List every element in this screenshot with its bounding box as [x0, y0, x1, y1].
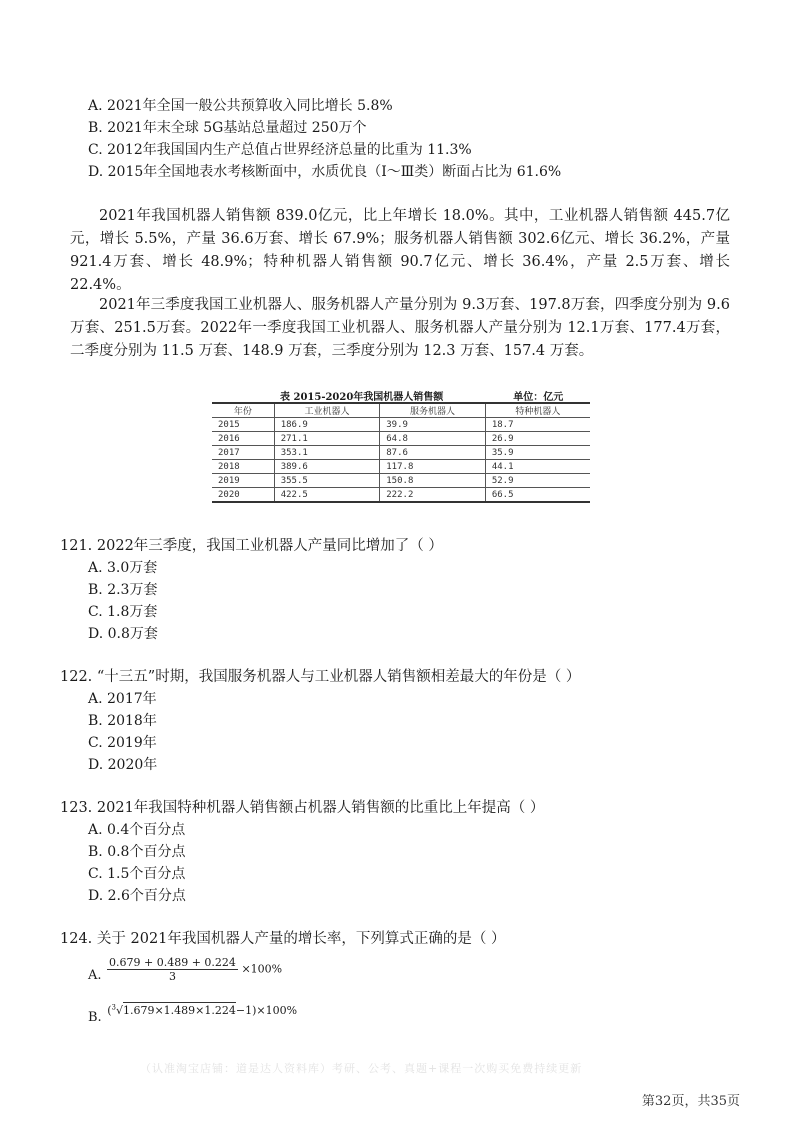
question-123-title: 123. 2021年我国特种机器人销售额占机器人销售额的比重比上年提高（ ）: [60, 800, 545, 816]
table-header-cell: 服务机器人: [380, 403, 486, 418]
option-a-numerator: 0.679 + 0.489 + 0.224: [109, 956, 236, 969]
table-cell: 117.8: [380, 460, 486, 474]
table-cell: 2015: [212, 418, 274, 432]
table-cell: 87.6: [380, 446, 486, 460]
question-122-title: 122. “十三五”时期，我国服务机器人与工业机器人销售额相差最大的年份是（ ）: [60, 669, 581, 685]
table-cell: 26.9: [485, 432, 590, 446]
table-cell: 271.1: [274, 432, 380, 446]
prev-option-d: D. 2015年全国地表水考核断面中，水质优良（Ⅰ～Ⅲ类）断面占比为 61.6%: [88, 164, 562, 180]
table-cell: 355.5: [274, 474, 380, 488]
table-cell: 52.9: [485, 474, 590, 488]
question-122-option-d[interactable]: D. 2020年: [88, 757, 158, 773]
option-b-label: B.: [88, 1010, 102, 1025]
option-b-suffix: ×100%: [256, 1004, 298, 1017]
question-122-option-a[interactable]: A. 2017年: [88, 691, 157, 707]
question-122-option-b[interactable]: B. 2018年: [88, 713, 157, 729]
watermark: （认准淘宝店铺：道是达人资料库）考研、公考、真题+课程一次购买免费持续更新: [140, 1062, 583, 1075]
option-a-denominator: 3: [168, 970, 176, 983]
table-cell: 389.6: [274, 460, 380, 474]
prev-option-b: B. 2021年末全球 5G基站总量超过 250万个: [88, 120, 367, 136]
table-cell: 64.8: [380, 432, 486, 446]
table-row: [212, 488, 590, 503]
question-121-option-d[interactable]: D. 0.8万套: [88, 626, 158, 642]
question-121-option-b[interactable]: B. 2.3万套: [88, 582, 158, 598]
table-row: [212, 474, 590, 488]
table-row: [212, 418, 590, 432]
table-header-cell: 工业机器人: [274, 403, 380, 418]
option-b-root-index: 3: [111, 1003, 116, 1012]
table-cell: 44.1: [485, 460, 590, 474]
table-header-cell: 年份: [212, 403, 274, 418]
table-cell: 2020: [212, 488, 274, 503]
table-cell: 422.5: [274, 488, 380, 503]
question-123-option-c[interactable]: C. 1.5个百分点: [88, 866, 186, 882]
prev-option-a: A. 2021年全国一般公共预算收入同比增长 5.8%: [88, 98, 393, 114]
table-title: 表 2015-2020年我国机器人销售额: [280, 392, 444, 403]
option-b-tail: −1: [235, 1004, 253, 1017]
table-cell: 18.7: [485, 418, 590, 432]
table-cell: 222.2: [380, 488, 486, 503]
table-cell: 2019: [212, 474, 274, 488]
question-121-title: 121. 2022年三季度，我国工业机器人产量同比增加了（ ）: [60, 538, 443, 554]
question-121-option-c[interactable]: C. 1.8万套: [88, 604, 158, 620]
question-123-option-a[interactable]: A. 0.4个百分点: [88, 822, 186, 838]
option-a-label: A.: [88, 968, 102, 983]
option-a-suffix: ×100%: [241, 962, 283, 976]
material-paragraph-1: 2021年我国机器人销售额 839.0亿元，比上年增长 18.0%。其中，工业机器人销售额 445.7亿元，增长 5.5%，产量 36.6万套、增长 67.9%；服务机器人销售额 302.6亿元、增长 36.2%，产量 921.4万套、增长 48.9%；特种机器人销售额 90.7亿元、增长 36.4%，产量 2.5万套、增长 22.4%。: [70, 208, 730, 293]
prev-option-c: C. 2012年我国国内生产总值占世界经济总量的比重为 11.3%: [88, 142, 472, 158]
table-cell: 150.8: [380, 474, 486, 488]
table-header-cell: 特种机器人: [485, 403, 590, 418]
page-footer: 第32页，共35页: [641, 1094, 740, 1109]
table-cell: 39.9: [380, 418, 486, 432]
material-paragraph-2: 2021年三季度我国工业机器人、服务机器人产量分别为 9.3万套、197.8万套，四季度分别为 9.6万套、251.5万套。2022年一季度我国工业机器人、服务机器人产量分别为 12.1万套、177.4万套，二季度分别为 11.5 万套、148.9 万套，三季度分别为 12.3 万套、157.4 万套。: [70, 297, 730, 359]
table-cell: 35.9: [485, 446, 590, 460]
question-124-option-a[interactable]: [88, 956, 282, 983]
table-cell: 2017: [212, 446, 274, 460]
question-124-option-b[interactable]: B. ($^3$√1.679×1.489×1.224−1)×100%: [88, 1003, 298, 1025]
table-cell: 2018: [212, 460, 274, 474]
question-124-title: 124. 关于 2021年我国机器人产量的增长率，下列算式正确的是（ ）: [60, 931, 506, 947]
question-122-option-c[interactable]: C. 2019年: [88, 735, 157, 751]
option-b-radicand: 1.679×1.489×1.224: [122, 1004, 236, 1017]
table-row: [212, 432, 590, 446]
question-123-option-b[interactable]: B. 0.8个百分点: [88, 844, 186, 860]
table-cell: 353.1: [274, 446, 380, 460]
table-cell: 66.5: [485, 488, 590, 503]
question-121-option-a[interactable]: A. 3.0万套: [88, 560, 158, 576]
sales-table: [212, 402, 590, 503]
table-caption: [280, 388, 563, 403]
table-cell: 186.9: [274, 418, 380, 432]
table-header-row: [212, 403, 590, 418]
option-a-fraction: [107, 956, 238, 983]
table-row: [212, 446, 590, 460]
table-row: [212, 460, 590, 474]
table-unit: 单位：亿元: [513, 392, 564, 403]
table-cell: 2016: [212, 432, 274, 446]
question-123-option-d[interactable]: D. 2.6个百分点: [88, 888, 186, 904]
